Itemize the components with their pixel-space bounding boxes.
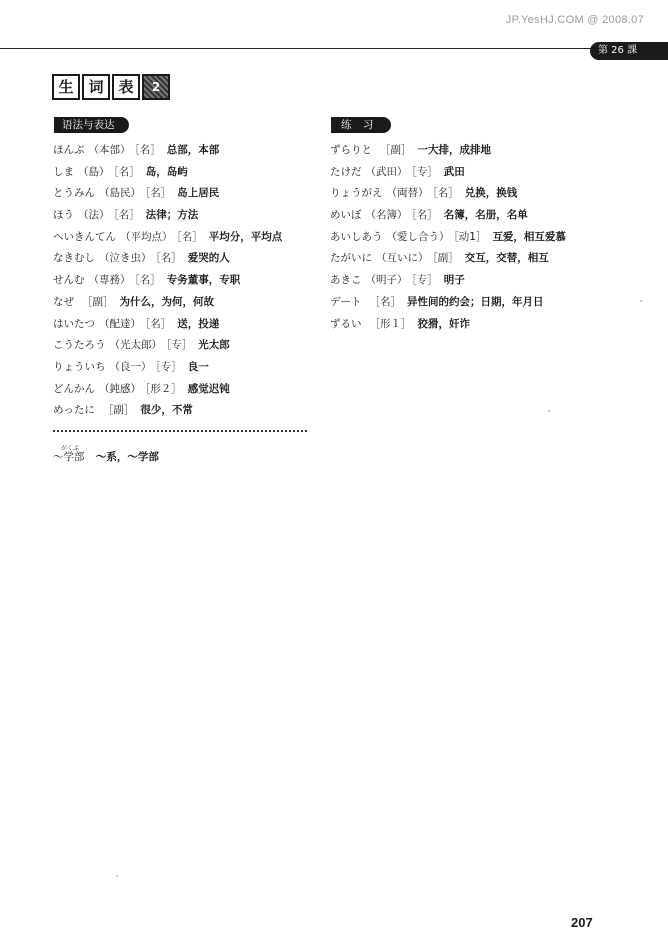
vocab-pos: ［形１］ (369, 317, 412, 330)
vocab-word: ほんぶ (53, 144, 85, 156)
vocab-pos: ［副］ (82, 295, 114, 308)
suffix-term-wrap (53, 445, 88, 463)
vocab-entry (53, 227, 323, 249)
header-rule (0, 48, 596, 49)
vocab-word: なぜ (53, 295, 74, 308)
section-title-grammar: 语法与表达 (54, 117, 129, 133)
vocab-pos: ［名］ (134, 144, 161, 156)
vocab-entry (330, 140, 630, 162)
vocab-kanji: （名簿） (365, 209, 408, 222)
vocab-entry (53, 314, 323, 336)
vocab-kanji: （島） (78, 165, 110, 178)
vocab-word: こうたろう (53, 339, 106, 352)
vocab-entry (53, 292, 323, 314)
vocab-pos: ［名］ (432, 187, 459, 200)
vocab-kanji: （両替） (386, 187, 429, 200)
vocab-word: たがいに (330, 252, 372, 265)
vocab-kanji: （泣き虫） (99, 252, 152, 265)
vocab-pos: ［名］ (113, 209, 140, 222)
suffix-entry (53, 445, 159, 464)
heading-char: 词 (82, 74, 110, 100)
vocab-entry (330, 227, 630, 249)
watermark: JP.YesHJ.COM @ 2008.07 (505, 14, 644, 26)
vocab-word: めったに (53, 404, 95, 417)
vocab-pos: ［名］ (411, 209, 438, 222)
vocab-pos: ［专］ (411, 165, 438, 178)
vocab-entry (53, 162, 323, 184)
vocab-entry (330, 183, 630, 205)
vocab-word: あきこ (330, 274, 362, 287)
vocab-meaning: 平均分，平均点 (208, 230, 283, 243)
scan-speck (116, 875, 118, 877)
vocab-pos: ［名］ (176, 230, 203, 243)
vocab-meaning: 为什么，为何，何故 (119, 295, 214, 308)
vocab-meaning: 良一 (187, 360, 209, 373)
vocab-kanji: （法） (78, 209, 110, 222)
vocab-pos: ［名］ (145, 187, 172, 200)
vocab-meaning: 法律；方法 (145, 209, 199, 222)
vocab-entry (330, 162, 630, 184)
vocab-meaning: 光太郎 (198, 339, 230, 352)
vocab-meaning: 专务董事，专职 (166, 274, 241, 287)
vocab-word: めいぼ (330, 209, 362, 222)
vocab-pos: ［名］ (145, 317, 172, 330)
vocab-pos: ［名］ (134, 274, 161, 287)
vocab-pos: ［动1］ (453, 230, 487, 243)
vocab-kanji: （互いに） (376, 252, 429, 265)
heading-char: 表 (112, 74, 140, 100)
vocab-entry (330, 248, 630, 270)
vocab-entry (53, 205, 323, 227)
left-entries (53, 140, 323, 422)
lesson-tab: 第 26 課 (590, 42, 668, 60)
vocab-kanji: （光太郎） (109, 339, 162, 352)
vocab-pos: ［副］ (432, 252, 459, 265)
vocab-word: たけだ (330, 165, 362, 178)
vocab-kanji: （愛し合う） (386, 230, 450, 243)
vocab-meaning: 岛上居民 (177, 187, 220, 200)
vocab-kanji: （良一） (109, 360, 152, 373)
vocab-kanji: （平均点） (120, 230, 173, 243)
vocab-meaning: 送，投递 (177, 317, 220, 330)
vocab-pos: ［名］ (113, 165, 140, 178)
vocab-kanji: （島民） (99, 187, 141, 200)
vocab-word: あいしあう (330, 230, 383, 243)
vocab-word: しま (53, 165, 74, 178)
vocab-word: デート (330, 295, 362, 308)
vocab-entry (53, 357, 323, 379)
vocab-entry (330, 270, 630, 292)
vocab-meaning: 狡猾，奸诈 (417, 317, 470, 330)
vocab-kanji: （専務） (88, 274, 131, 287)
vocab-word: りょうがえ (330, 187, 383, 200)
suffix-ruby: がくぶ (61, 445, 80, 452)
vocab-kanji: （配達） (99, 317, 141, 330)
vocab-meaning: 武田 (443, 165, 465, 178)
vocab-entry (53, 183, 323, 205)
vocab-word: りょういち (53, 360, 106, 373)
vocab-meaning: 明子 (443, 274, 465, 287)
heading-char: 生 (52, 74, 80, 100)
vocab-pos: ［副］ (102, 404, 135, 417)
vocab-entry (53, 335, 323, 357)
vocab-word: どんかん (53, 382, 95, 395)
vocab-pos: ［专］ (166, 339, 193, 352)
vocab-meaning: 爱哭的人 (187, 252, 230, 265)
vocab-entry (330, 205, 630, 227)
vocab-entry (330, 292, 630, 314)
vocab-entry (53, 270, 323, 292)
vocab-meaning: 互爱，相互爱慕 (492, 230, 566, 243)
vocab-meaning: 兑换，换钱 (464, 187, 518, 200)
vocab-pos: ［名］ (155, 252, 182, 265)
vocab-entry (53, 140, 323, 162)
vocab-meaning: 异性间的约会；日期，年月日 (407, 295, 544, 308)
vocab-pos: ［名］ (369, 295, 401, 308)
scan-speck (640, 300, 642, 302)
vocab-meaning: 很少，不常 (140, 404, 193, 417)
vocab-kanji: （武田） (365, 165, 408, 178)
vocab-kanji: （鈍感） (99, 382, 141, 395)
vocab-kanji: （本部） (88, 144, 131, 156)
heading-number: 2 (142, 74, 170, 100)
vocab-pos: ［副］ (380, 144, 412, 156)
vocab-pos: ［形２］ (145, 382, 182, 395)
scan-speck (548, 410, 550, 412)
vocab-word: はいたつ (53, 317, 95, 330)
vocab-meaning: 名簿，名册，名单 (443, 209, 528, 222)
suffix-meaning: ～系，～学部 (95, 451, 159, 463)
dotted-divider (53, 430, 307, 432)
vocab-entry (53, 248, 323, 270)
vocab-entry (53, 400, 323, 422)
vocab-pos: ［专］ (411, 274, 438, 287)
vocab-meaning: 感觉迟钝 (187, 382, 230, 395)
page-number: 207 (571, 915, 593, 930)
vocab-word: とうみん (53, 187, 95, 200)
vocab-meaning: 一大排，成排地 (417, 144, 491, 156)
vocab-word: ほう (53, 209, 74, 222)
suffix-term: ～学部 (53, 451, 85, 463)
vocab-entry (330, 314, 630, 336)
vocab-word: へいきんてん (53, 230, 116, 243)
right-entries (330, 140, 630, 335)
vocab-word: なきむし (53, 252, 95, 265)
vocab-list-heading (52, 74, 170, 100)
section-title-exercise: 练 习 (331, 117, 391, 133)
vocab-meaning: 交互，交替，相互 (464, 252, 549, 265)
vocab-word: せんむ (53, 274, 85, 287)
vocab-word: ずるい (330, 317, 362, 330)
vocab-entry (53, 379, 323, 401)
vocab-kanji: （明子） (365, 274, 408, 287)
vocab-word: ずらりと (330, 144, 372, 156)
vocab-meaning: 岛，岛屿 (145, 165, 188, 178)
vocab-meaning: 总部，本部 (166, 144, 220, 156)
vocab-pos: ［专］ (155, 360, 182, 373)
